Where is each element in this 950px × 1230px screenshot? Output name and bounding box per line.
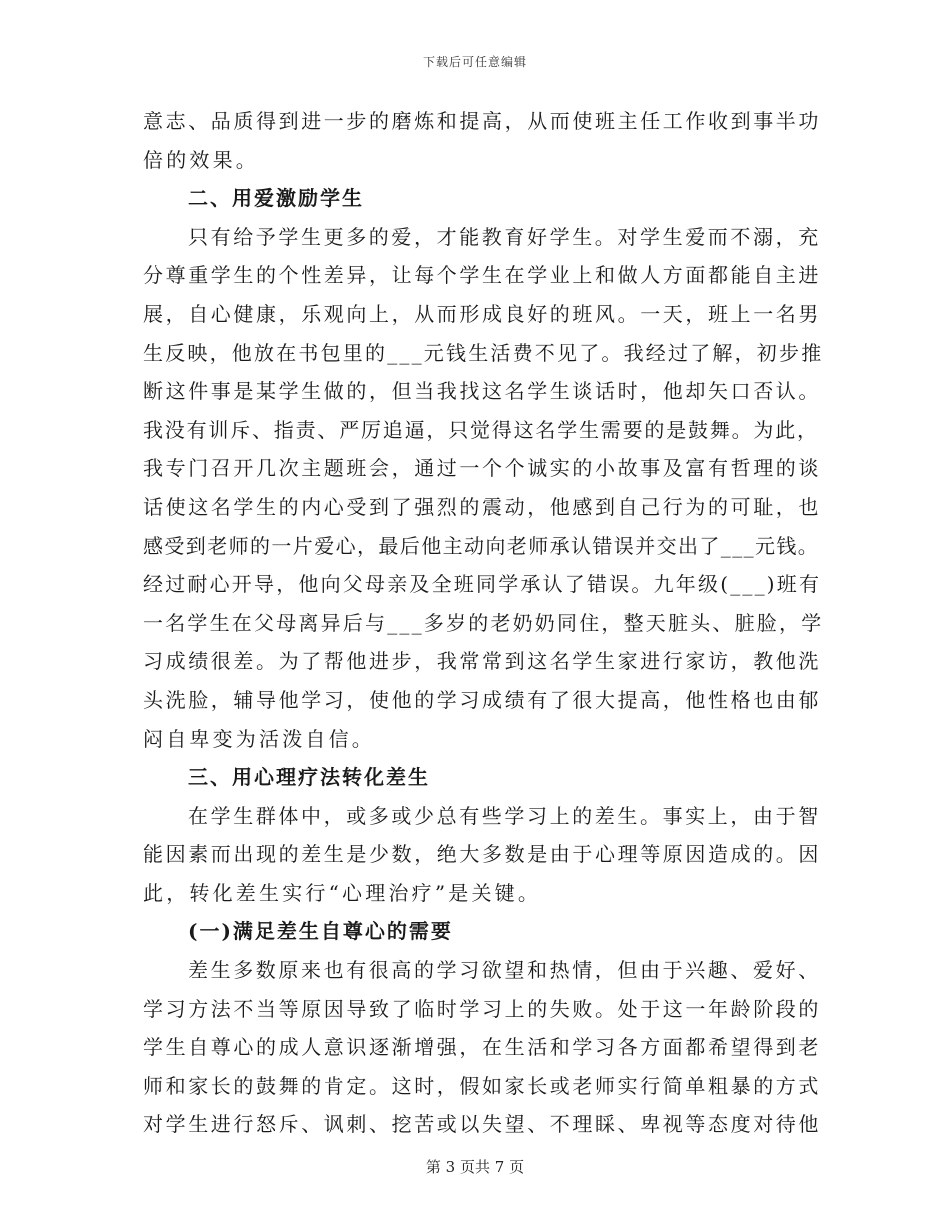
- paragraph-line: 我没有训斥、指责、严厉追逼，只觉得这名学生需要的是鼓舞。为此，: [143, 417, 819, 442]
- paragraph-line: 头洗脸，辅导他学习，使他的学习成绩有了很大提高，他性格也由郁: [143, 687, 821, 712]
- paragraph-line: 此，转化差生实行“心理治疗”是关键。: [143, 880, 542, 905]
- page-header: 下载后可任意编辑: [422, 55, 527, 69]
- paragraph-line: 意志、品质得到进一步的磨炼和提高，从而使班主任工作收到事半功: [143, 109, 821, 133]
- paragraph-line: 分尊重学生的个性差异，让每个学生在学业上和做人方面都能自主进: [143, 263, 821, 288]
- section-heading: 三、用心理疗法转化差生: [188, 765, 430, 790]
- paragraph-line: 断这件事是某学生做的，但当我找这名学生谈话时，他却矢口否认。: [143, 379, 821, 404]
- paragraph-line: 能因素而出现的差生是少数，绝大多数是由于心理等原因造成的。因: [143, 842, 821, 867]
- paragraph-line: 习成绩很差。为了帮他进步，我常常到这名学生家进行家访，教他洗: [143, 649, 821, 674]
- paragraph-line: 师和家长的鼓舞的肯定。这时，假如家长或老师实行简单粗暴的方式: [143, 1073, 821, 1098]
- paragraph-line: 我专门召开几次主题班会，通过一个个诚实的小故事及富有哲理的谈: [143, 456, 821, 481]
- page-footer: 第 3 页共 7 页: [425, 1158, 525, 1176]
- paragraph-line: 倍的效果。: [143, 147, 259, 172]
- paragraph-line: 只有给予学生更多的爱，才能教育好学生。对学生爱而不溺，充: [188, 224, 821, 249]
- paragraph-line: 话使这名学生的内心受到了强烈的震动，他感到自己行为的可耻，也: [143, 494, 821, 519]
- paragraph-line: 生反映，他放在书包里的___元钱生活费不见了。我经过了解，初步推: [143, 340, 824, 365]
- section-heading: (一)满足差生自尊心的需要: [188, 919, 453, 944]
- paragraph-line: 展，自心健康，乐观向上，从而形成良好的班风。一天，班上一名男: [143, 301, 821, 326]
- paragraph-line: 一名学生在父母离异后与___多岁的老奶奶同住，整天脏头、脏脸，学: [143, 610, 824, 635]
- paragraph-line: 对学生进行怒斥、讽刺、挖苦或以失望、不理睬、卑视等态度对待他: [143, 1112, 821, 1137]
- paragraph-line: 经过耐心开导，他向父母亲及全班同学承认了错误。九年级(___)班有: [143, 572, 822, 597]
- paragraph-line: 学习方法不当等原因导致了临时学习上的失败。处于这一年龄阶段的: [143, 996, 821, 1021]
- document-body: [143, 102, 823, 1144]
- paragraph-line: 学生自尊心的成人意识逐渐增强，在生活和学习各方面都希望得到老: [143, 1035, 821, 1060]
- paragraph-line: 差生多数原来也有很高的学习欲望和热情，但由于兴趣、爱好、: [188, 958, 821, 983]
- section-heading: 二、用爱激励学生: [188, 186, 364, 211]
- paragraph-line: 感受到老师的一片爱心，最后他主动向老师承认错误并交出了___元钱。: [143, 533, 820, 558]
- paragraph-line: 闷自卑变为活泼自信。: [143, 726, 375, 751]
- paragraph-line: 在学生群体中，或多或少总有些学习上的差生。事实上，由于智: [188, 803, 821, 828]
